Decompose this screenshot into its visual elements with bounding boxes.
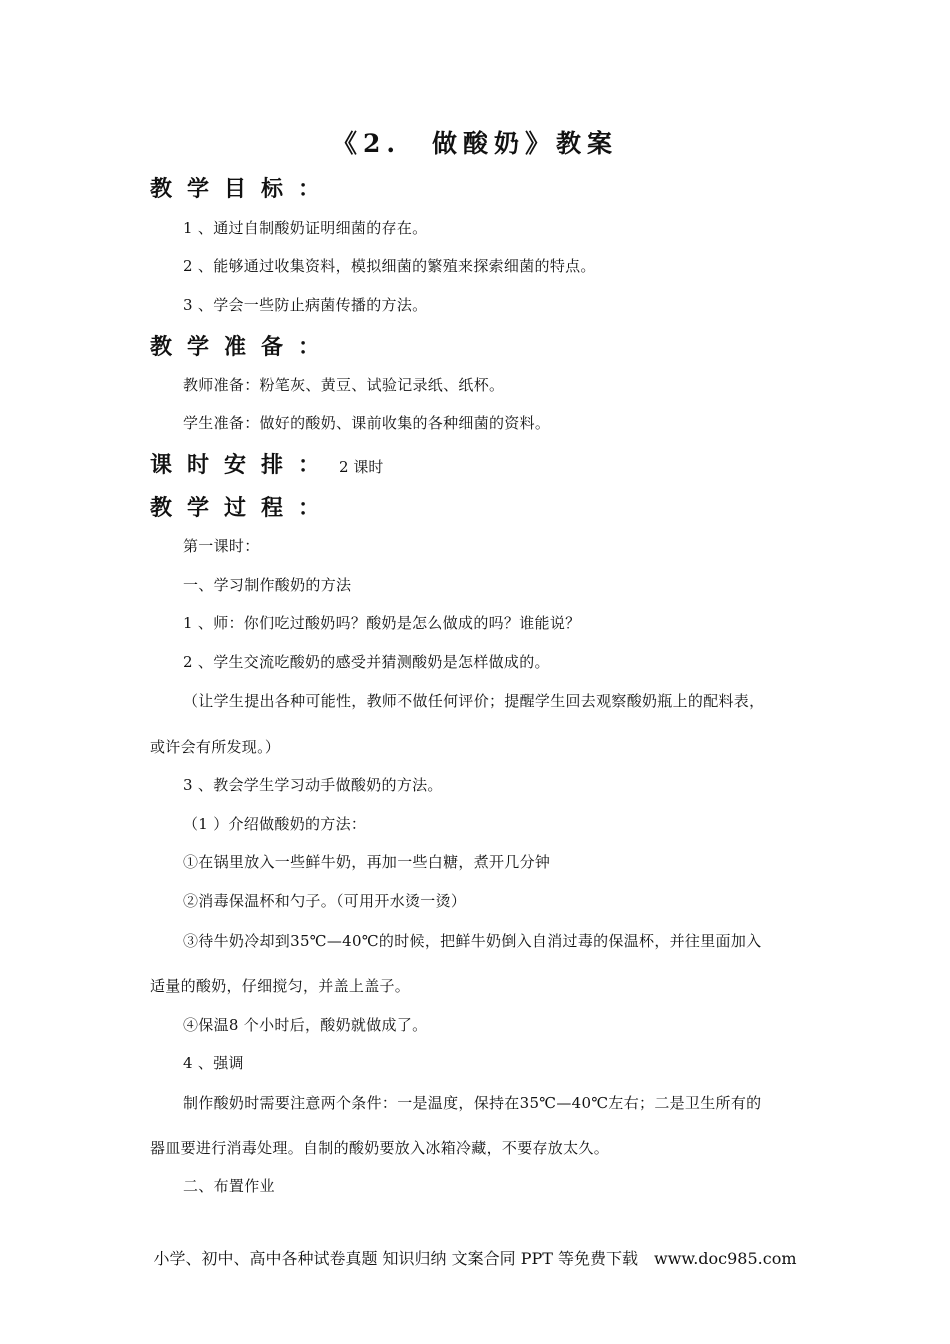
process-line-16: 器皿要进行消毒处理。自制的酸奶要放入冰箱冷藏，不要存放太久。 — [150, 1139, 610, 1157]
document-title: 《2. 做酸奶》教案 — [331, 129, 619, 158]
process-line-4: 2 、学生交流吃酸奶的感受并猜测酸奶是怎样做成的。 — [183, 653, 550, 671]
process-line-7: 3 、教会学生学习动手做酸奶的方法。 — [183, 776, 443, 794]
student-preparation: 学生准备：做好的酸奶、课前收集的各种细菌的资料。 — [183, 414, 551, 432]
preparation-heading: 教学准备： — [150, 334, 336, 360]
objective-item-2: 2 、能够通过收集资料，模拟细菌的繁殖来探索细菌的特点。 — [183, 257, 596, 275]
process-heading: 教学过程： — [150, 495, 336, 521]
process-line-12: 适量的酸奶，仔细搅匀，并盖上盖子。 — [150, 977, 411, 995]
process-line-15: 制作酸奶时需要注意两个条件：一是温度，保持在35℃—40℃左右；二是卫生所有的 — [183, 1094, 762, 1112]
schedule-heading: 课时安排： — [150, 452, 336, 478]
teacher-preparation: 教师准备：粉笔灰、黄豆、试验记录纸、纸杯。 — [183, 376, 505, 394]
schedule-heading-row — [150, 448, 383, 479]
process-line-8: （1 ）介绍做酸奶的方法： — [183, 815, 367, 833]
process-line-13: ④保温8 个小时后，酸奶就做成了。 — [183, 1016, 428, 1034]
schedule-value: 2 课时 — [339, 458, 384, 476]
process-line-2: 一、学习制作酸奶的方法 — [183, 576, 352, 594]
page-footer: 小学、初中、高中各种试卷真题 知识归纳 文案合同 PPT 等免费下载 www.doc985.com — [153, 1249, 797, 1268]
process-line-1: 第一课时： — [183, 537, 260, 555]
objective-item-1: 1 、通过自制酸奶证明细菌的存在。 — [183, 219, 428, 237]
process-line-11: ③待牛奶冷却到35℃—40℃的时候，把鲜牛奶倒入自消过毒的保温杯，并往里面加入 — [183, 932, 762, 950]
objectives-heading: 教学目标： — [150, 176, 336, 202]
process-line-14: 4 、强调 — [183, 1054, 244, 1072]
process-line-3: 1 、师：你们吃过酸奶吗？酸奶是怎么做成的吗？谁能说？ — [183, 614, 581, 632]
process-line-17: 二、布置作业 — [183, 1177, 275, 1195]
process-line-5: （让学生提出各种可能性，教师不做任何评价；提醒学生回去观察酸奶瓶上的配料表， — [183, 692, 765, 710]
process-line-10: ②消毒保温杯和勺子。（可用开水烫一烫） — [183, 892, 467, 910]
process-line-9: ①在锅里放入一些鲜牛奶，再加一些白糖，煮开几分钟 — [183, 853, 551, 871]
objective-item-3: 3 、学会一些防止病菌传播的方法。 — [183, 296, 428, 314]
process-line-6: 或许会有所发现。） — [150, 738, 281, 756]
